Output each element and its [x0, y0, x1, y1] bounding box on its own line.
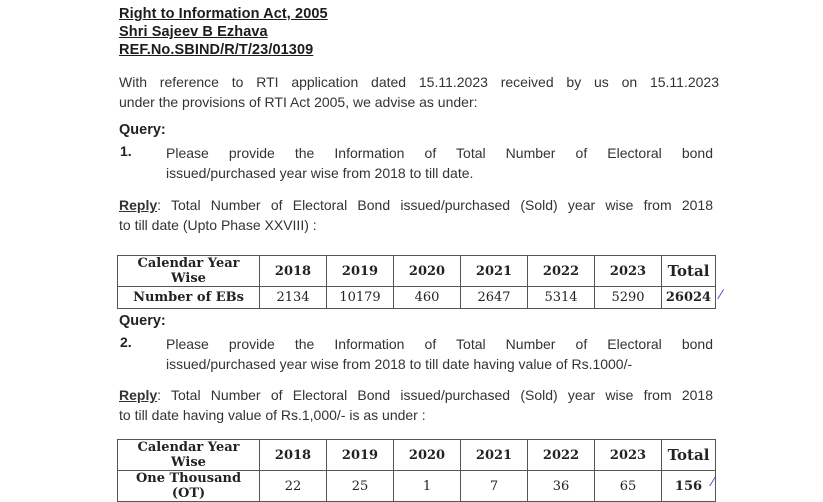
table-header-row	[118, 256, 716, 287]
table-cell: 5290	[595, 287, 662, 309]
query-2-label: Query:	[119, 313, 166, 329]
table-row	[118, 287, 716, 309]
reply-2-paragraph	[119, 385, 713, 425]
act-title: Right to Information Act, 2005	[119, 6, 328, 22]
year-header: 2021	[461, 440, 528, 471]
intro-line-1: With reference to RTI application dated 15.11.2023 received by us on 15.11.2023	[119, 74, 719, 90]
one-thousand-bonds-table	[117, 439, 716, 502]
table-cell: 5314	[528, 287, 595, 309]
table-cell: 460	[394, 287, 461, 309]
table-cell: 7	[461, 471, 528, 502]
year-header: 2018	[260, 256, 327, 287]
year-header: 2019	[327, 440, 394, 471]
query-1-line-2: issued/purchased year wise from 2018 to till date.	[166, 165, 474, 181]
table-cell: 25	[327, 471, 394, 502]
table-row	[118, 471, 716, 502]
year-header: 2023	[595, 440, 662, 471]
table-cell: 2647	[461, 287, 528, 309]
intro-paragraph	[119, 72, 719, 112]
total-header: Total	[662, 440, 716, 471]
query-2-line-1: Please provide the Information of Total Number of Electoral bond	[166, 336, 713, 352]
query-2-line-2: issued/purchased year wise from 2018 to till date having value of Rs.1000/-	[166, 356, 633, 372]
year-header: 2022	[528, 440, 595, 471]
year-header: 2022	[528, 256, 595, 287]
row-label: Number of EBs	[118, 287, 260, 309]
table-cell: 22	[260, 471, 327, 502]
table-cell: 65	[595, 471, 662, 502]
total-header: Total	[662, 256, 716, 287]
reply-1-label: Reply	[119, 197, 158, 213]
tick-mark-2: ∕	[712, 473, 715, 489]
table-cell: 1	[394, 471, 461, 502]
total-cell: 156	[662, 471, 716, 502]
reply-2-line-1: : Total Number of Electoral Bond issued/purchased (Sold) year wise from 2018	[157, 387, 713, 403]
calendar-year-header: Calendar Year Wise	[118, 440, 260, 471]
intro-line-2: under the provisions of RTI Act 2005, we advise as under:	[119, 94, 478, 110]
electoral-bonds-table	[117, 255, 716, 309]
query-1-number: 1.	[120, 143, 132, 159]
year-header: 2018	[260, 440, 327, 471]
table-cell: 36	[528, 471, 595, 502]
year-header: 2020	[394, 256, 461, 287]
table-cell: 2134	[260, 287, 327, 309]
year-header: 2019	[327, 256, 394, 287]
year-header: 2023	[595, 256, 662, 287]
query-2-number: 2.	[120, 334, 132, 350]
recipient-name: Shri Sajeev B Ezhava	[119, 24, 268, 40]
query-1-text	[166, 143, 713, 183]
table-header-row	[118, 440, 716, 471]
reply-2-label: Reply	[119, 387, 158, 403]
reply-1-line-2: to till date (Upto Phase XXVIII) :	[119, 217, 317, 233]
tick-mark-1: ∕	[720, 286, 723, 302]
year-header: 2020	[394, 440, 461, 471]
reply-1-paragraph	[119, 195, 713, 235]
table-cell: 10179	[327, 287, 394, 309]
total-cell: 26024	[662, 287, 716, 309]
reference-number: REF.No.SBIND/R/T/23/01309	[119, 42, 314, 58]
calendar-year-header: Calendar Year Wise	[118, 256, 260, 287]
reply-2-line-2: to till date having value of Rs.1,000/- is as under :	[119, 407, 426, 423]
year-header: 2021	[461, 256, 528, 287]
query-1-label: Query:	[119, 122, 166, 138]
query-2-text	[166, 334, 713, 374]
query-1-line-1: Please provide the Information of Total Number of Electoral bond	[166, 145, 713, 161]
reply-1-line-1: : Total Number of Electoral Bond issued/purchased (Sold) year wise from 2018	[157, 197, 713, 213]
row-label: One Thousand (OT)	[118, 471, 260, 502]
